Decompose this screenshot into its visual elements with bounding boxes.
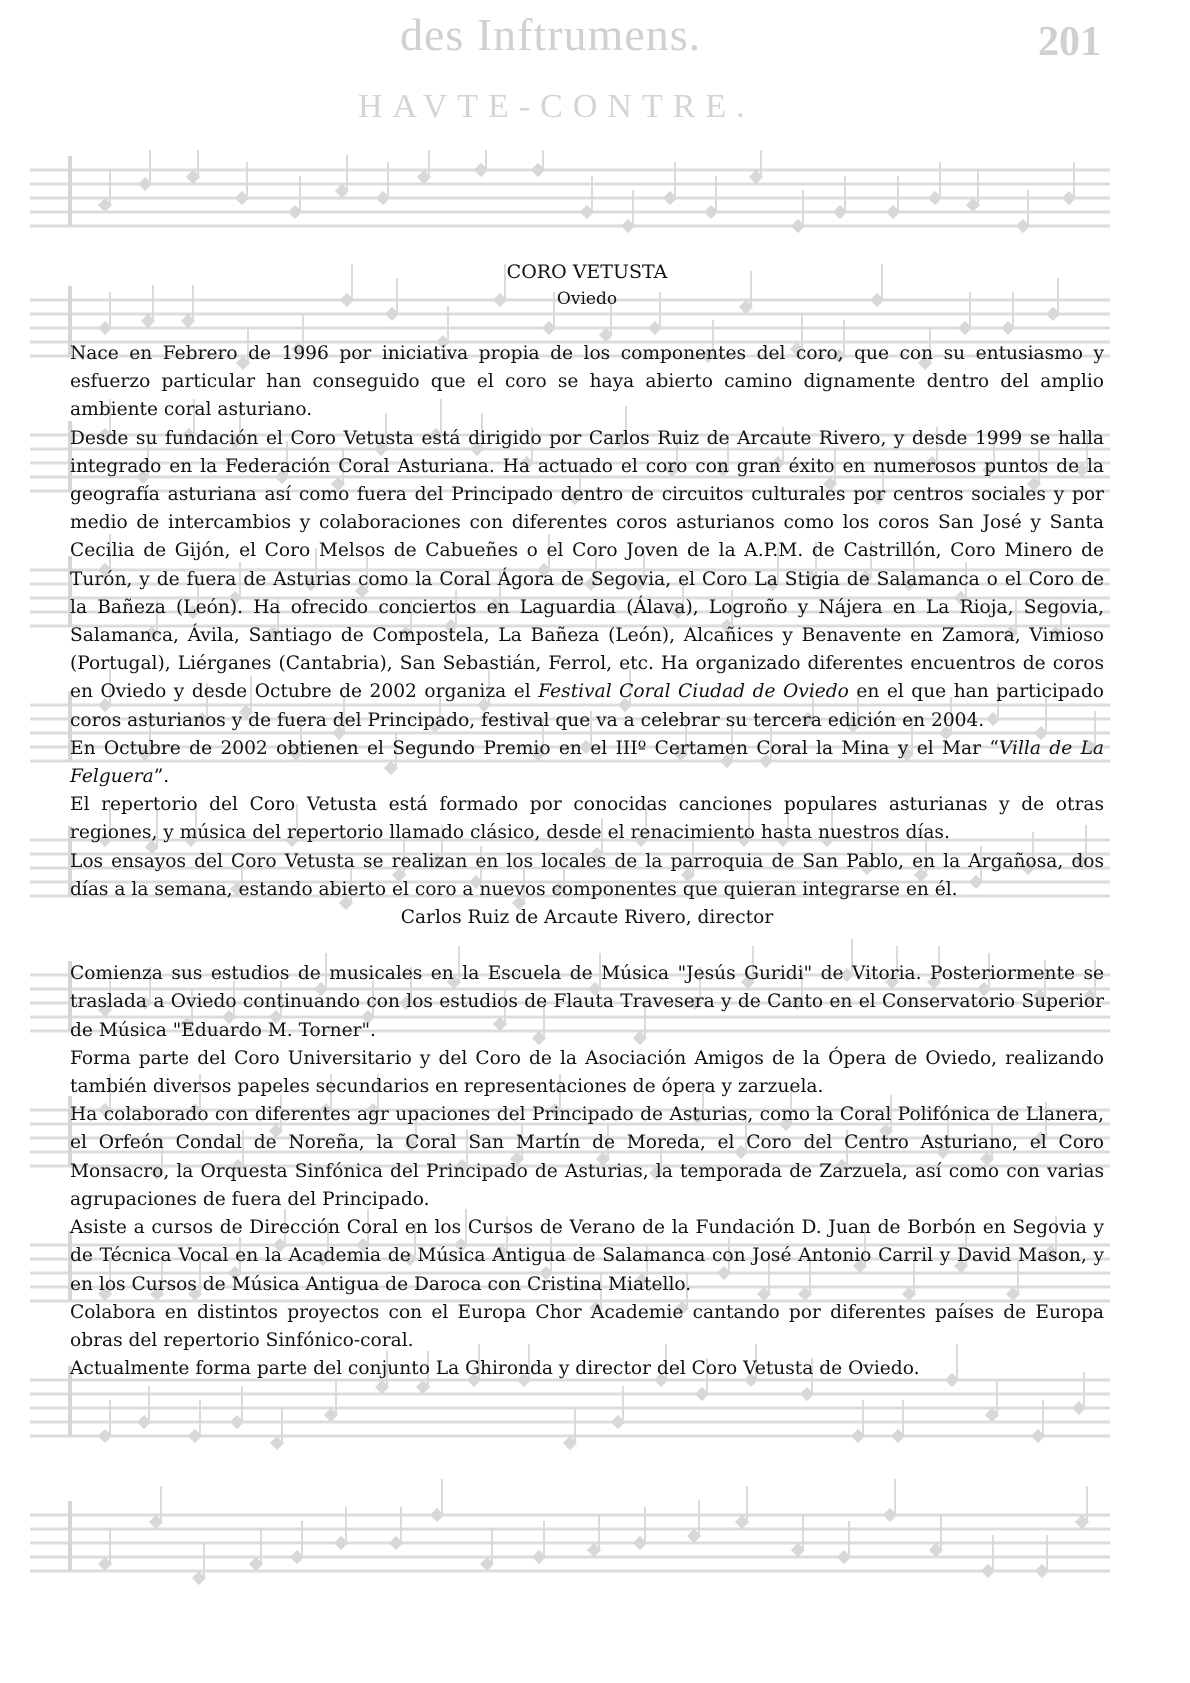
staff [30,1479,1110,1585]
background-header-text: des Inftrumens. [400,9,702,60]
paragraph: Los ensayos del Coro Vetusta se realizan en los locales de la parroquia de San Pablo, en la Argañosa, dos días a la semana, estando abierto el coro a nuevos componentes que quieran integrarse en él. [70,850,1104,900]
festival-name: Festival Coral Ciudad de Oviedo [538,681,849,703]
background-section-text: HAVTE-CONTRE. [358,88,755,125]
bio-paragraph: Colabora en distintos proyectos con el Europa Chor Academie cantando por diferentes países de Europa obras del repertorio Sinfónico-coral. [70,1301,1104,1351]
director-heading: Carlos Ruiz de Arcaute Rivero, director [400,907,774,929]
bio-paragraph: Asiste a cursos de Dirección Coral en los Cursos de Verano de la Fundación D. Juan de Borbón en Segovia y de Técnica Vocal en la Academia de Música Antigua de Salamanca con José Antonio Carril y David Mason, y en los Cursos de Música Antigua de Daroca con Cristina Miatello. [70,1217,1104,1295]
bio-paragraph: Ha colaborado con diferentes agr upaciones del Principado de Asturias, como la Coral Polifónica de Llanera, el Orfeón Condal de Noreña, la Coral San Martín de Moreda, el Coro del Centro Asturiano, el Coro Monsacro, la Orquesta Sinfónica del Principado de Asturias, la temporada de Zarzuela, así como con varias agrupaciones de fuera del Principado. [70,1104,1104,1210]
document-title: CORO VETUSTA [506,261,668,283]
paragraph: En Octubre de 2002 obtienen el Segundo Premio en el IIIº Certamen Coral la Mina y el Mar “Villa de La Felguera”. [70,737,1104,788]
staff [30,150,1110,233]
paragraph: Desde su fundación el Coro Vetusta está dirigido por Carlos Ruiz de Arcaute Rivero, y desde 1999 se halla integrado en la Federación Coral Asturiana. Ha actuado el coro con gran éxito en numerosos puntos de la geografía asturiana así como fuera del Principado dentro de circuitos culturales por centros sociales y por medio de intercambios y colaboraciones con diferentes coros asturianos como los coros San José y Santa Cecilia de Gijón, el Coro Melsos de Cabueñes o el Coro Joven de la A.P.M. de Castrillón, Coro Minero de Turón, y de fuera de Asturias como la Coral Ágora de Segovia, el Coro La Stigia de Salamanca o el Coro de la Bañeza (León). Ha ofrecido conciertos en Laguardia (Álava), Logroño y Nájera en La Rioja, Segovia, Salamanca, Ávila, Santiago de Compostela, La Bañeza (León), Alcañices y Benavente en Zamora, Vimioso (Portugal), Liérganes (Cantabria), San Sebastián, Ferrol, etc. Ha organizado diferentes encuentros de coros en Oviedo y desde Octubre de 2002 organiza el Festival Coral Ciudad de Oviedo en el que han participado coros asturianos y de fuera del Principado, festival que va a celebrar su tercera edición en 2004. [70,427,1104,731]
background-page-number: 201 [1038,19,1101,65]
background-header [0,0,1190,140]
award-name: Villa de La Felguera [70,737,1104,788]
document-subtitle: Oviedo [556,289,618,309]
paragraph: El repertorio del Coro Vetusta está formado por conocidas canciones populares asturianas y de otras regiones, y música del repertorio llamado clásico, desde el renacimiento hasta nuestros días. [70,794,1104,844]
bio-paragraph: Forma parte del Coro Universitario y del Coro de la Asociación Amigos de la Ópera de Oviedo, realizando también diversos papeles secundarios en representaciones de ópera y zarzuela. [70,1047,1104,1098]
document-body [70,258,1104,1383]
bio-paragraph: Actualmente forma parte del conjunto La Ghironda y director del Coro Vetusta de Oviedo. [70,1358,920,1380]
bio-paragraph: Comienza sus estudios de musicales en la Escuela de Música "Jesús Guridi" de Vitoria. Posteriormente se traslada a Oviedo continuando con los estudios de Flauta Travesera y de Canto en el Conservatorio Superior de Música "Eduardo M. Torner". [70,963,1104,1041]
paragraph: Nace en Febrero de 1996 por iniciativa propia de los componentes del coro, que con su entusiasmo y esfuerzo particular han conseguido que el coro se haya abierto camino dignamente dentro del amplio ambiente coral asturiano. [70,343,1104,421]
